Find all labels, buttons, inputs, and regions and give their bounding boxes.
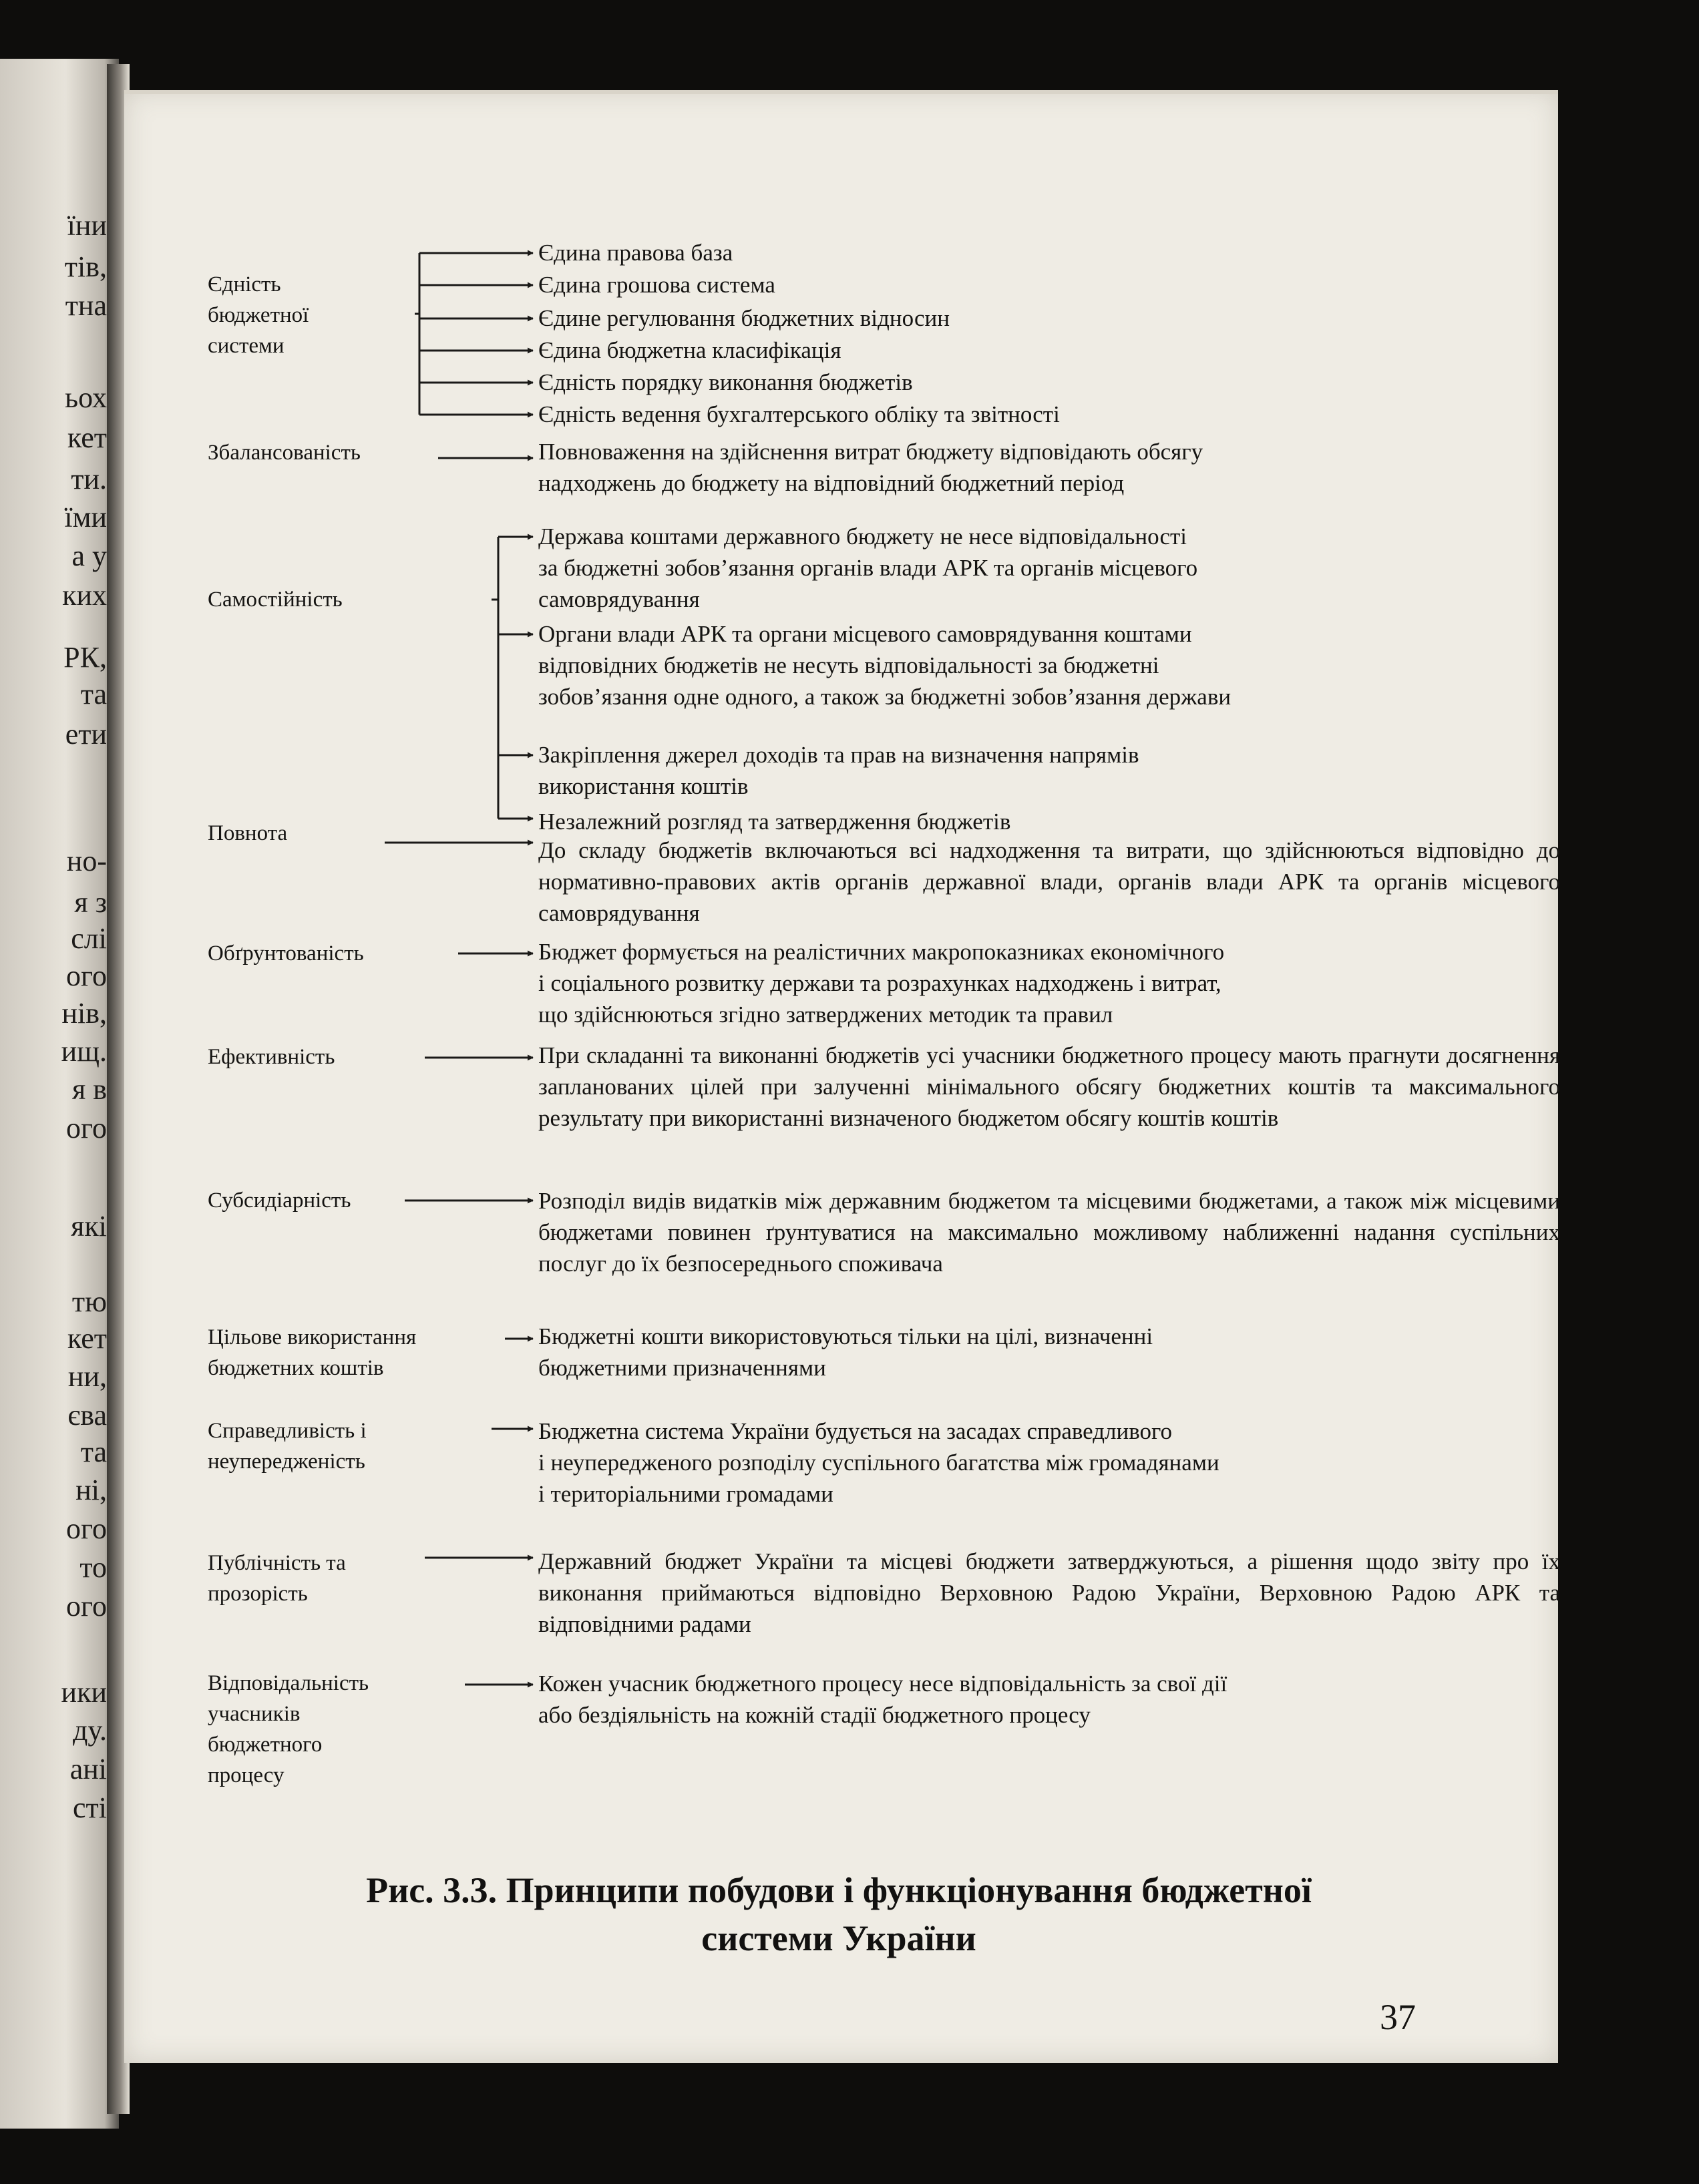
principle-item: При складанні та виконанні бюджетів усі учасники бюджетного процесу мають прагнути досягнення запланованих цілей при залученні мінімального обсягу бюджетних коштів та максимального результату при використанні визначеного бюджетом обсягу коштів коштів: [538, 1042, 1560, 1131]
principle-label: Субсидіарність: [208, 1188, 351, 1213]
principle-item: Єдина бюджетна класифікація: [538, 337, 841, 363]
previous-page-fragment: я з: [74, 886, 107, 919]
principle-label: Повнота: [208, 821, 288, 845]
previous-page-fragment: їни: [67, 209, 107, 242]
previous-page-fragment: ні,: [75, 1474, 107, 1506]
previous-page-fragment: ети: [65, 718, 107, 750]
previous-page-fragment: нів,: [61, 997, 107, 1030]
previous-page-fragment: кет: [67, 1322, 107, 1355]
principle-label: Публічність та прозорість: [208, 1551, 346, 1606]
principle-label: Цільове використання бюджетних коштів: [208, 1325, 417, 1380]
previous-page-fragment: слі: [71, 922, 107, 955]
previous-page-fragment: ого: [66, 959, 107, 992]
principle-item: Держава коштами державного бюджету не несе відповідальності за бюджетні зобов’язання органів влади АРК та органів місцевого самоврядування: [538, 523, 1198, 612]
principle-label: Ефективність: [208, 1045, 335, 1069]
previous-page-edge: [0, 59, 119, 2129]
previous-page-fragment: а у: [71, 539, 107, 572]
principle-label: Самостійність: [208, 588, 343, 612]
previous-page-fragment: та: [80, 678, 107, 710]
figure-caption: Рис. 3.3. Принципи побудови і функціонування бюджетної системи України: [366, 1870, 1312, 1958]
principle-item: Кожен учасник бюджетного процесу несе відповідальність за свої дії або бездіяльність на кожній стадії бюджетного процесу: [538, 1671, 1228, 1728]
principle-label: Відповідальність учасників бюджетного процесу: [208, 1671, 369, 1787]
principle-item: Незалежний розгляд та затвердження бюджетів: [538, 809, 1011, 835]
principle-item: Єдність ведення бухгалтерського обліку та звітності: [538, 401, 1060, 427]
previous-page-fragment: то: [79, 1551, 107, 1584]
principle-item: Державний бюджет України та місцеві бюджети затверджуються, а рішення щодо звіту про їх виконання приймаються відповідно Верховною Радою України, Верховною Радою АРК та відповідними радами: [538, 1548, 1560, 1637]
previous-page-fragment: які: [71, 1210, 107, 1243]
previous-page-fragment: я в: [71, 1073, 107, 1106]
book-page: [124, 90, 1558, 2063]
principle-item: Бюджетні кошти використовуються тільки на цілі, визначенні бюджетними призначеннями: [538, 1323, 1153, 1381]
principle-item: До складу бюджетів включаються всі надходження та витрати, що здійснюються відповідно до нормативно-правових актів органів державної влади, органів влади АРК та органів місцевого самоврядування: [538, 837, 1560, 926]
principle-item: Єдина грошова система: [538, 272, 775, 298]
previous-page-fragment: ду.: [73, 1714, 107, 1747]
previous-page-fragment: єва: [67, 1399, 107, 1432]
principle-item: Розподіл видів видатків між державним бюджетом та місцевими бюджетами, а також між місцевими бюджетами повинен ґрунтуватися на максимально можливому наближенні надання суспільних послуг до їх безпосереднього споживача: [538, 1188, 1560, 1277]
previous-page-fragment: тів,: [64, 250, 107, 283]
previous-page-fragment: ких: [62, 579, 107, 612]
principle-item: Єдина правова база: [538, 240, 733, 266]
page-number: 37: [1380, 1997, 1416, 2037]
previous-page-fragment: ики: [61, 1676, 107, 1709]
principle-item: Єдність порядку виконання бюджетів: [538, 369, 913, 395]
principle-label: Справедливість і неупередженість: [208, 1419, 367, 1474]
previous-page-fragment: їми: [64, 501, 107, 533]
previous-page-fragment: ані: [69, 1753, 107, 1785]
previous-page-fragment: тю: [71, 1285, 107, 1318]
previous-page-fragment: ого: [66, 1112, 107, 1144]
previous-page-fragment: ого: [66, 1512, 107, 1545]
principle-item: Органи влади АРК та органи місцевого самоврядування коштами відповідних бюджетів не несуть відповідальності за бюджетні зобов’язання одне одного, а також за бюджетні зобов’язання держави: [538, 621, 1232, 710]
previous-page-fragment: ти.: [71, 463, 107, 495]
principle-item: Бюджет формується на реалістичних макропоказниках економічного і соціального розвитку держави та розрахунках надходжень і витрат, що здійснюються згідно затверджених методик та правил: [538, 939, 1225, 1028]
previous-page-fragment: та: [80, 1436, 107, 1468]
principle-item: Єдине регулювання бюджетних відносин: [538, 305, 950, 331]
previous-page-fragment: ьох: [65, 381, 107, 414]
previous-page-fragment: ищ.: [61, 1035, 107, 1068]
previous-page-fragment: сті: [73, 1791, 107, 1824]
principle-item: Закріплення джерел доходів та прав на визначення напрямів використання коштів: [538, 742, 1139, 799]
principle-label: Обґрунтованість: [208, 941, 364, 965]
previous-page-fragment: но-: [66, 845, 107, 877]
previous-page-fragment: кет: [67, 421, 107, 454]
previous-page-fragment: ни,: [67, 1360, 107, 1393]
principle-item: Повноваження на здійснення витрат бюджету відповідають обсягу надходжень до бюджету на відповідний бюджетний період: [538, 439, 1203, 496]
previous-page-fragment: РК,: [63, 641, 107, 674]
principle-label: Єдність бюджетної системи: [208, 272, 309, 358]
previous-page-fragment: тна: [65, 289, 107, 322]
previous-page-fragment: ого: [66, 1590, 107, 1622]
principle-item: Бюджетна система України будується на засадах справедливого і неупередженого розподілу суспільного багатства між громадянами і територіальними громадами: [538, 1418, 1219, 1507]
principle-label: Збалансованість: [208, 441, 361, 465]
